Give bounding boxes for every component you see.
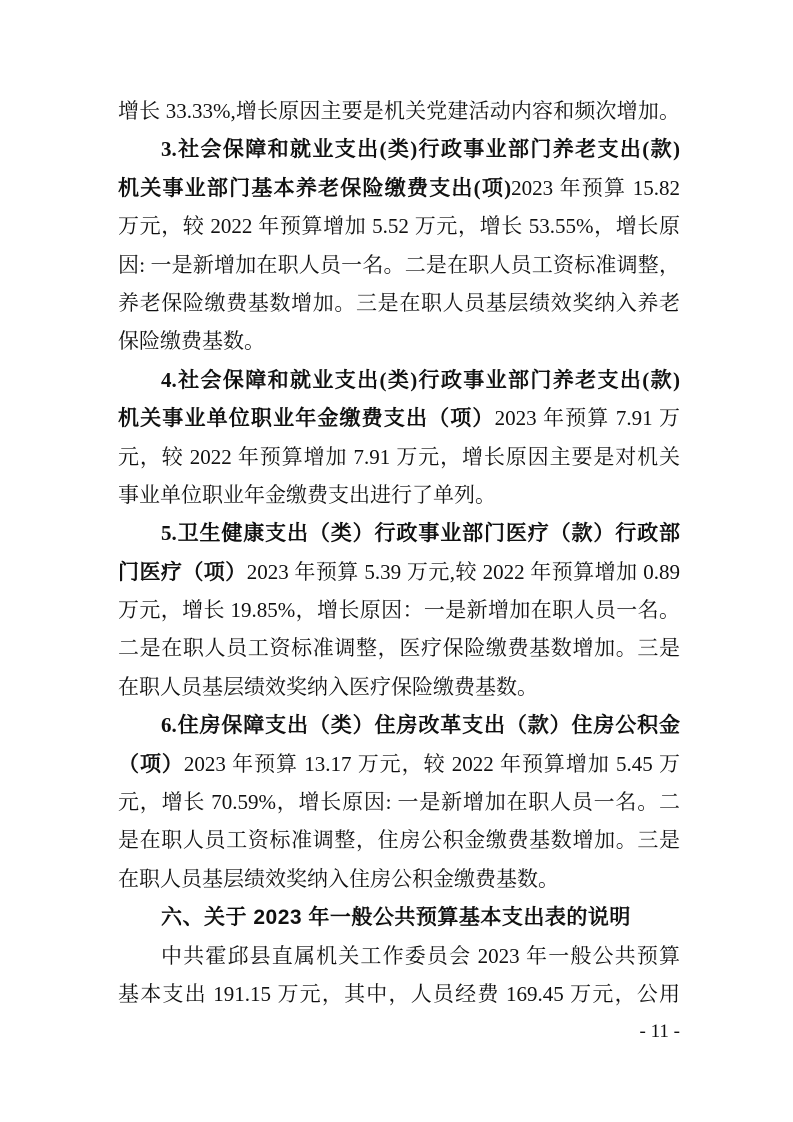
chapter-6-para-line-2 [118, 975, 680, 1013]
bold-text-segment: 6.住房保障支出（类）住房改革支出（款）住房公积金 [161, 713, 680, 738]
section-4-heading-line-1 [118, 361, 680, 399]
bold-text-segment: 3.社会保障和就业支出(类)行政事业部门养老支出(款) [161, 137, 680, 162]
text-segment: 在职人员基层绩效奖纳入住房公积金缴费基数。 [118, 866, 559, 891]
text-segment: 万元，较 2022 年预算增加 5.52 万元，增长 53.55%，增长原 [118, 214, 680, 239]
text-segment: 基本支出 191.15 万元，其中，人员经费 169.45 万元，公用 [118, 981, 680, 1006]
text-segment: 因: 一是新增加在职人员一名。二是在职人员工资标准调整， [118, 252, 680, 277]
section-4-line-2 [118, 399, 680, 437]
text-segment: 事业单位职业年金缴费支出进行了单列。 [118, 482, 496, 507]
bold-text-segment: 机关事业单位职业年金缴费支出（项） [118, 406, 495, 431]
section-3-line-4 [118, 246, 680, 284]
chapter-6-title [118, 898, 680, 936]
section-3-heading-line-1 [118, 130, 680, 168]
section-6-line-3 [118, 783, 680, 821]
bold-text-segment: 5.卫生健康支出（类）行政事业部门医疗（款）行政部 [161, 521, 680, 546]
text-segment: 2023 年预算 5.39 万元,较 2022 年预算增加 0.89 [246, 559, 680, 584]
section-5-line-5 [118, 668, 680, 706]
bold-text-segment: （项） [118, 751, 184, 776]
section-5-line-3 [118, 591, 680, 629]
bold-text-segment: 门医疗（项） [118, 559, 247, 584]
para-growth-reason-continuation [118, 92, 680, 130]
text-segment: 元，增长 70.59%，增长原因: 一是新增加在职人员一名。二 [118, 790, 680, 815]
text-segment: 保险缴费基数。 [118, 329, 265, 354]
section-3-line-6 [118, 322, 680, 360]
section-6-heading-line-1 [118, 706, 680, 744]
bold-text-segment: 六、关于 2023 年一般公共预算基本支出表的说明 [161, 906, 631, 930]
text-segment: 2023 年预算 15.82 [511, 175, 680, 200]
section-4-line-4 [118, 476, 680, 514]
section-4-line-3 [118, 438, 680, 476]
text-segment: 在职人员基层绩效奖纳入医疗保险缴费基数。 [118, 674, 538, 699]
document-text-block [118, 92, 680, 1013]
text-segment: 二是在职人员工资标准调整，医疗保险缴费基数增加。三是 [118, 636, 680, 661]
text-segment: 万元，增长 19.85%，增长原因：一是新增加在职人员一名。 [118, 598, 680, 623]
section-5-line-4 [118, 629, 680, 667]
section-5-heading-line-1 [118, 514, 680, 552]
text-segment: 是在职人员工资标准调整，住房公积金缴费基数增加。三是 [118, 828, 680, 853]
section-3-line-2 [118, 169, 680, 207]
bold-text-segment: 4.社会保障和就业支出(类)行政事业部门养老支出(款) [161, 367, 680, 392]
text-segment: 2023 年预算 13.17 万元，较 2022 年预算增加 5.45 万 [183, 751, 680, 776]
text-segment: 2023 年预算 7.91 万 [494, 406, 680, 431]
section-3-line-5 [118, 284, 680, 322]
section-6-line-2 [118, 745, 680, 783]
page-number: - 11 - [639, 1021, 680, 1042]
text-segment: 增长 33.33%,增长原因主要是机关党建活动内容和频次增加。 [118, 99, 680, 123]
chapter-6-para-line-1 [118, 937, 680, 975]
text-segment: 养老保险缴费基数增加。三是在职人员基层绩效奖纳入养老 [118, 290, 680, 315]
bold-text-segment: 机关事业部门基本养老保险缴费支出(项) [118, 175, 512, 200]
text-segment: 元，较 2022 年预算增加 7.91 万元，增长原因主要是对机关 [118, 444, 680, 469]
section-5-line-2 [118, 553, 680, 591]
section-6-line-5 [118, 860, 680, 898]
text-segment: 中共霍邱县直属机关工作委员会 2023 年一般公共预算 [161, 943, 680, 968]
section-6-line-4 [118, 821, 680, 859]
section-3-line-3 [118, 207, 680, 245]
